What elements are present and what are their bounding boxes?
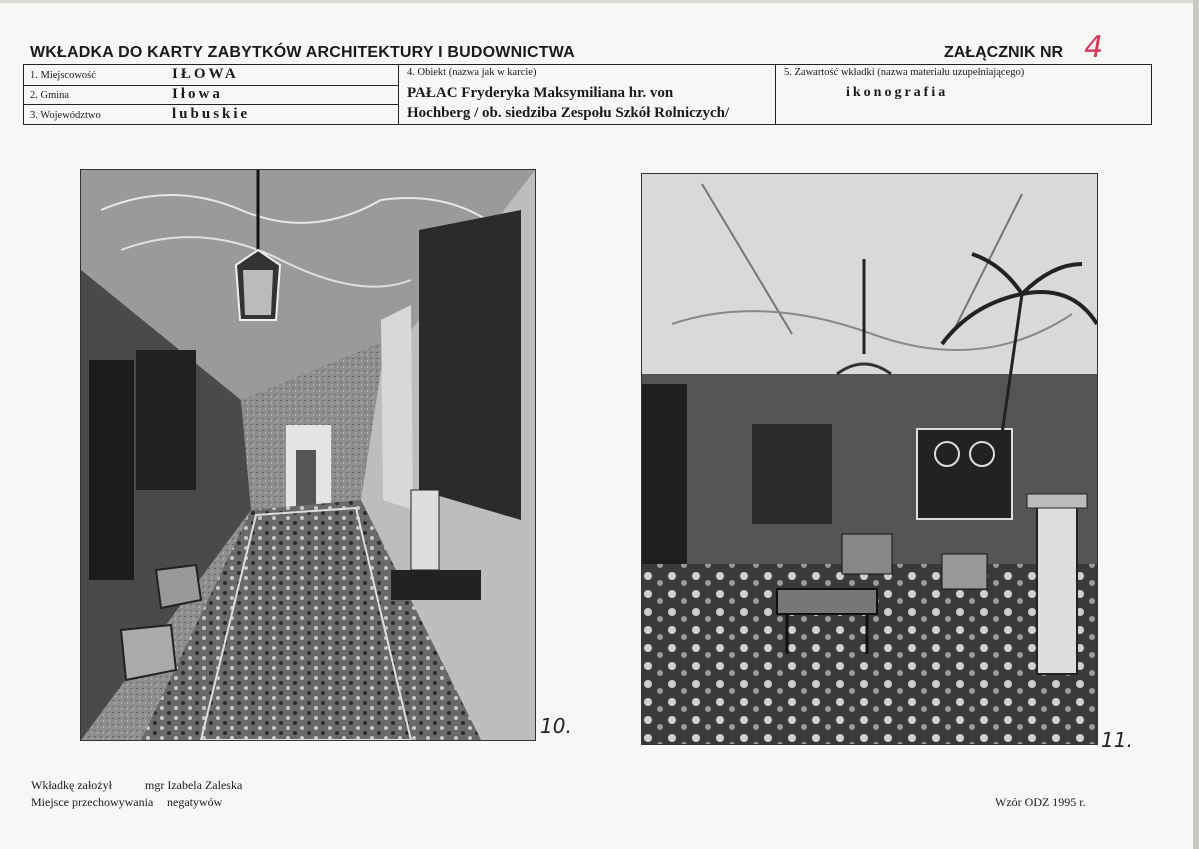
founded-label: Wkładkę założył (31, 778, 112, 792)
object-name-line-2: Hochberg / ob. siedziba Zespołu Szkół Rolniczych/ (407, 105, 730, 121)
photo-corridor (80, 169, 536, 741)
storage-value: negatywów (167, 795, 223, 809)
column-divider (775, 65, 776, 124)
annex-number: 4 (1080, 30, 1107, 65)
locality-label: 1. Miejscowość (30, 70, 96, 81)
document-title: WKŁADKA DO KARTY ZABYTKÓW ARCHITEKTURY I BUDOWNICTWA (30, 44, 575, 61)
object-label: 4. Obiekt (nazwa jak w karcie) (407, 67, 537, 78)
header-form-table (23, 64, 1152, 125)
scan-edge-top (0, 0, 1199, 3)
scan-edge-right (1193, 0, 1199, 849)
storage-label: Miejsce przechowywania (31, 795, 154, 809)
photo-number-11: 11. (1101, 728, 1133, 752)
locality-value: IŁOWA (172, 66, 239, 82)
form-pattern: Wzór ODZ 1995 r. (995, 795, 1086, 809)
corridor-photo-image (81, 170, 535, 740)
column-divider (398, 65, 399, 124)
founded-value: mgr Izabela Zaleska (145, 778, 243, 792)
province-label: 3. Województwo (30, 110, 101, 121)
salon-photo-image (642, 174, 1097, 744)
photo-salon (641, 173, 1098, 745)
photo-number-10: 10. (540, 714, 572, 738)
content-label: 5. Zawartość wkładki (nazwa materiału uzupełniającego) (784, 67, 1025, 78)
content-value: ikonografia (846, 85, 949, 100)
row-divider (24, 104, 398, 105)
commune-value: Iłowa (172, 86, 223, 102)
commune-label: 2. Gmina (30, 90, 70, 101)
object-name-line-1: PAŁAC Fryderyka Maksymiliana hr. von (407, 85, 674, 101)
annex-label: ZAŁĄCZNIK NR (944, 44, 1064, 61)
province-value: lubuskie (172, 106, 251, 122)
